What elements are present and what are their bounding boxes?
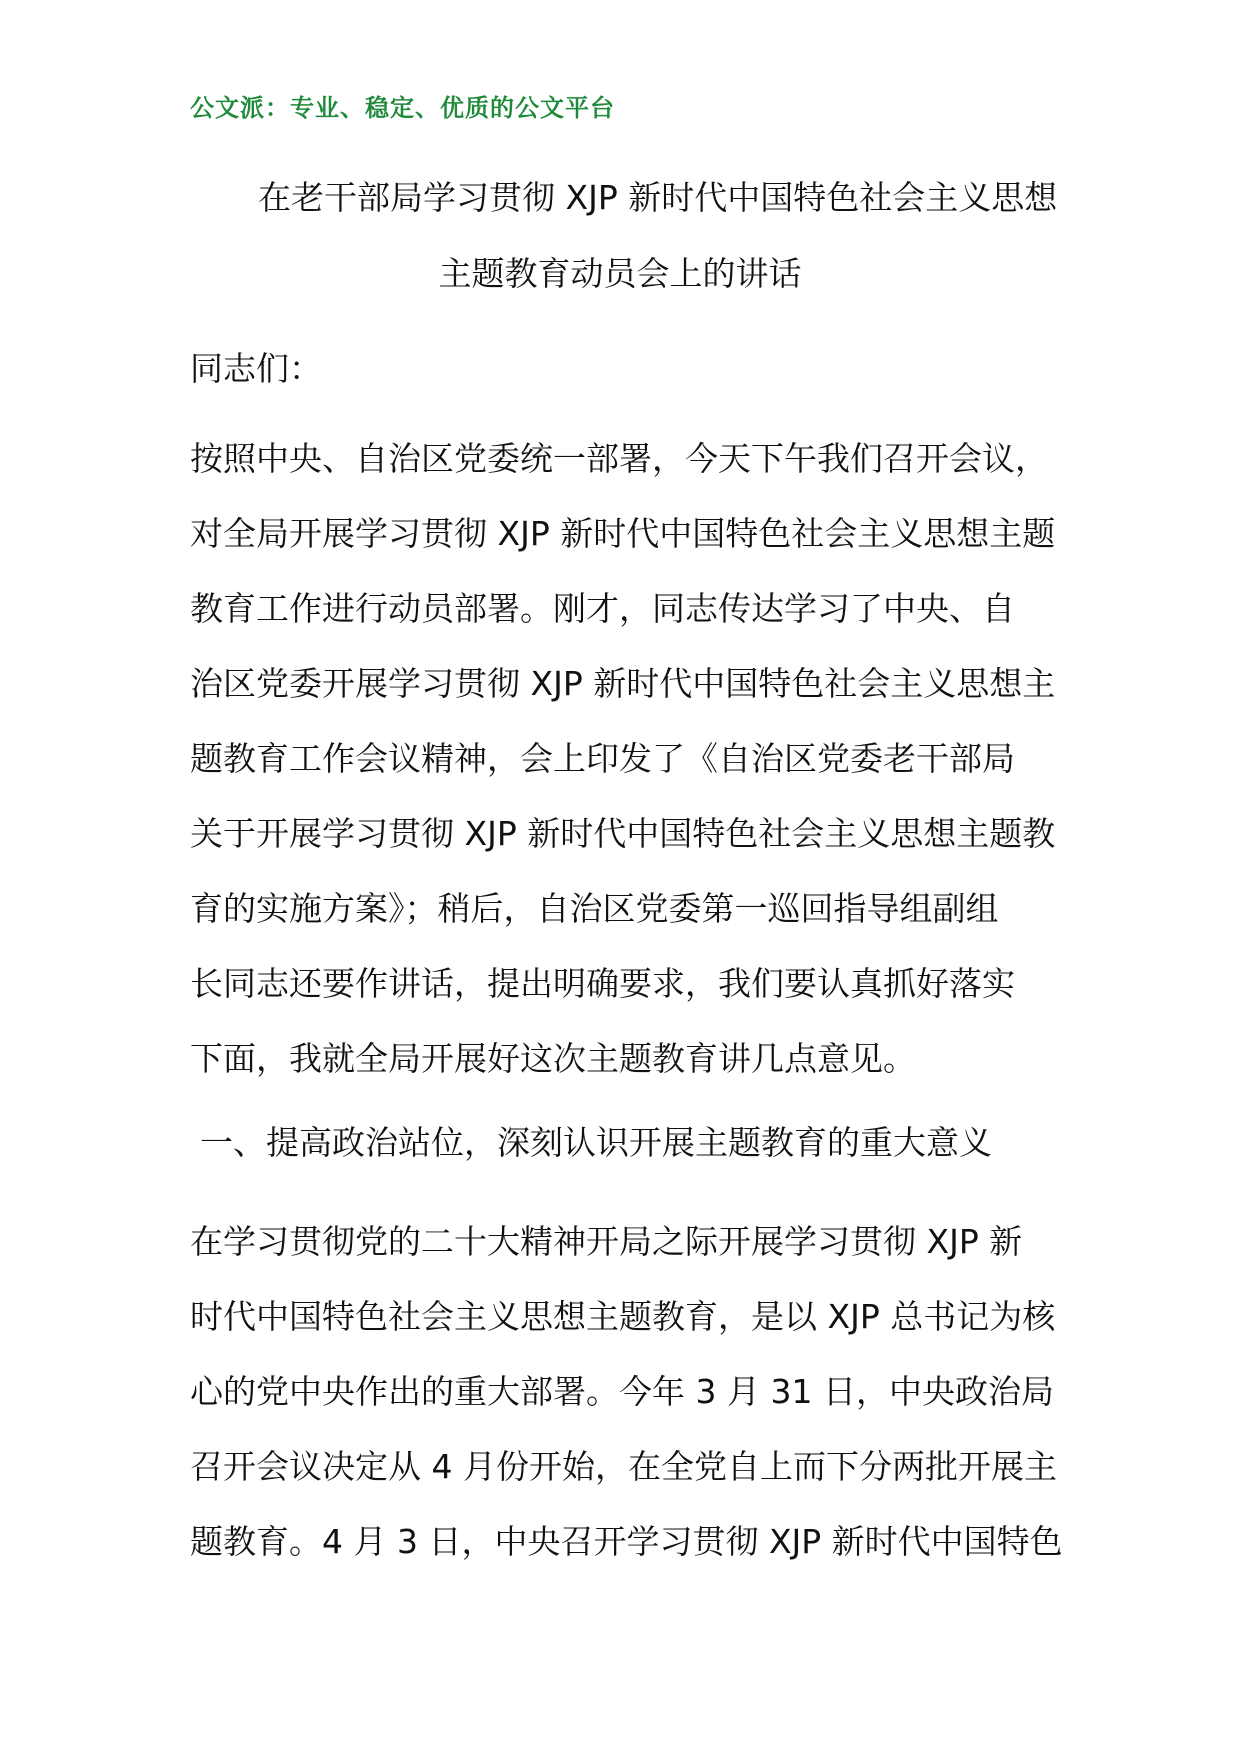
salutation: 同志们： (190, 349, 322, 388)
paragraph-line: 题教育工作会议精神，会上印发了《自治区党委老干部局 (190, 739, 1015, 778)
paragraph-line: 育的实施方案》；稍后，自治区党委第一巡回指导组副组 (190, 889, 999, 928)
document-title-line-1: 在老干部局学习贯彻 XJP 新时代中国特色社会主义思想 (258, 178, 1058, 217)
paragraph-line: 按照中央、自治区党委统一部署，今天下午我们召开会议， (190, 439, 1048, 478)
paragraph-line: 下面，我就全局开展好这次主题教育讲几点意见。 (190, 1039, 916, 1078)
paragraph-line: 时代中国特色社会主义思想主题教育，是以 XJP 总书记为核 (190, 1297, 1056, 1336)
paragraph-line: 关于开展学习贯彻 XJP 新时代中国特色社会主义思想主题教 (190, 814, 1056, 853)
paragraph-line: 心的党中央作出的重大部署。今年 3 月 31 日，中央政治局 (190, 1372, 1054, 1411)
paragraph-line: 召开会议决定从 4 月份开始，在全党自上而下分两批开展主 (190, 1447, 1057, 1486)
paragraph-line: 在学习贯彻党的二十大精神开局之际开展学习贯彻 XJP 新 (190, 1222, 1023, 1261)
paragraph-line: 题教育。4 月 3 日，中央召开学习贯彻 XJP 新时代中国特色 (190, 1522, 1063, 1561)
section-heading-1: 一、提高政治站位，深刻认识开展主题教育的重大意义 (200, 1123, 992, 1162)
paragraph-line: 教育工作进行动员部署。刚才，同志传达学习了中央、自 (190, 589, 1015, 628)
paragraph-2 (190, 1204, 1070, 1579)
site-slogan: 公文派：专业、稳定、优质的公文平台 (190, 94, 615, 122)
paragraph-1 (190, 421, 1070, 1096)
paragraph-line: 长同志还要作讲话，提出明确要求，我们要认真抓好落实 (190, 964, 1015, 1003)
paragraph-line: 治区党委开展学习贯彻 XJP 新时代中国特色社会主义思想主 (190, 664, 1056, 703)
paragraph-line: 对全局开展学习贯彻 XJP 新时代中国特色社会主义思想主题 (190, 514, 1056, 553)
document-title-line-2: 主题教育动员会上的讲话 (438, 254, 802, 293)
